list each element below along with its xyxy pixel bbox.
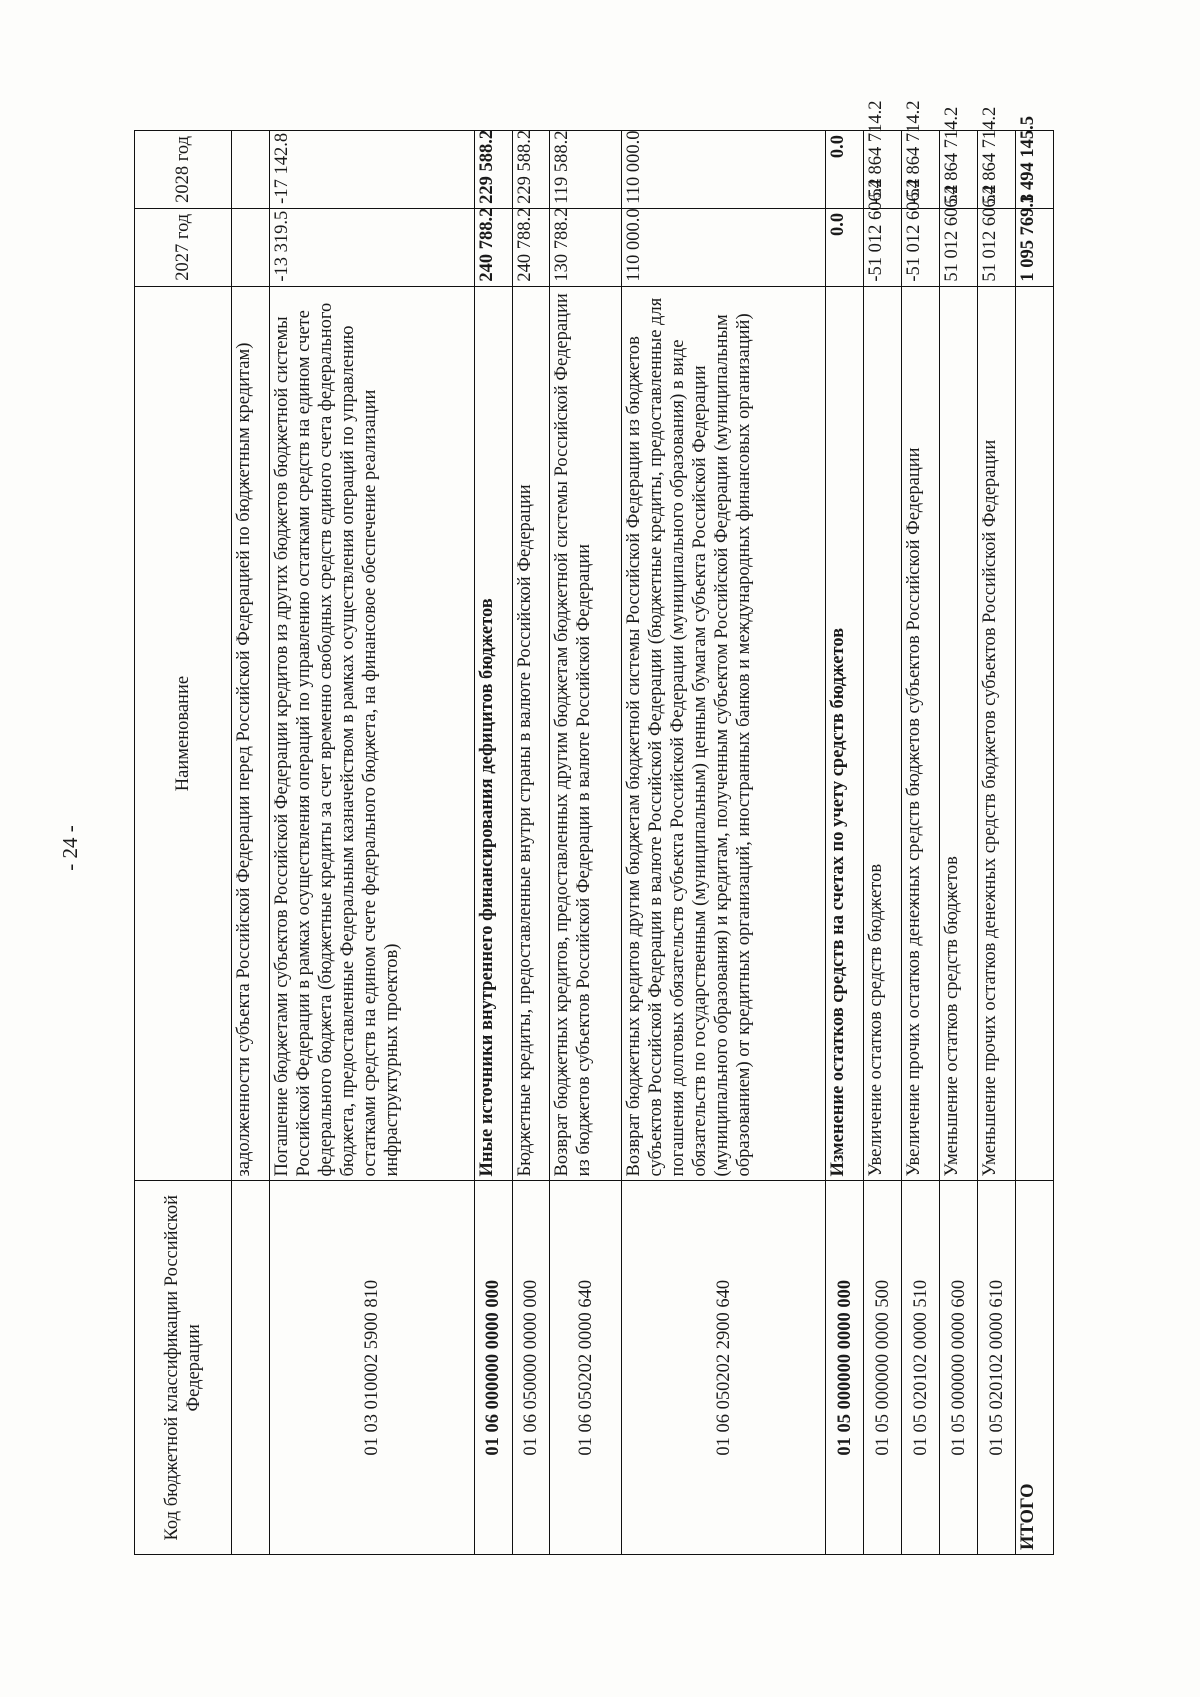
row-value-2028: -17 142.8	[269, 131, 474, 209]
row-name: Возврат бюджетных кредитов, предоставленных другим бюджетам бюджетной системы Российской Федерации из бюджетов субъектов Российской Федерации в валюте Российской Федерации	[550, 286, 621, 1181]
row-value-2027: 240 788.2	[512, 208, 550, 286]
table-row	[512, 131, 550, 1555]
total-row	[1015, 131, 1053, 1555]
row-code: 01 06 000000 0000 000	[474, 1181, 512, 1555]
table-row	[978, 131, 1016, 1555]
table-row	[902, 131, 940, 1555]
row-code: 01 03 010002 5900 810	[269, 1181, 474, 1555]
header-name: Наименование	[135, 286, 232, 1181]
row-value-2028	[232, 131, 270, 209]
row-name: Увеличение остатков средств бюджетов	[864, 286, 902, 1181]
row-value-2028: 119 588.2	[550, 131, 621, 209]
row-code: 01 05 000000 0000 000	[826, 1181, 864, 1555]
row-name: Уменьшение остатков средств бюджетов	[940, 286, 978, 1181]
row-value-2027: 110 000.0	[621, 208, 826, 286]
row-value-2028: 54 864 714.2	[940, 131, 978, 209]
budget-sources-table	[134, 100, 1054, 1555]
row-value-2027: 51 012 606.2	[940, 208, 978, 286]
row-value-2027: -13 319.5	[269, 208, 474, 286]
row-value-2028: 54 864 714.2	[978, 131, 1016, 209]
table-row	[864, 131, 902, 1555]
row-code: 01 05 000000 0000 600	[940, 1181, 978, 1555]
table-row	[621, 131, 826, 1555]
row-code: 01 06 050202 2900 640	[621, 1181, 826, 1555]
total-label: ИТОГО	[1015, 1181, 1053, 1555]
row-name: Изменение остатков средств на счетах по учету средств бюджетов	[826, 286, 864, 1181]
row-code: 01 06 050202 0000 640	[550, 1181, 621, 1555]
header-code: Код бюджетной классификации Российской Федерации	[135, 1181, 232, 1555]
row-name: Бюджетные кредиты, предоставленные внутри страны в валюте Российской Федерации	[512, 286, 550, 1181]
total-name-cell	[1015, 286, 1053, 1181]
row-value-2027: 0.0	[826, 208, 864, 286]
page-number: - 24 -	[58, 825, 82, 871]
row-name: Погашение бюджетами субъектов Российской Федерации кредитов из других бюджетов бюджетной системы Российской Федерации в рамках осуществления операций по управлению остатками средств на едином счете федерального бюджета (бюджетные кредиты за счет временно свободных средств единого счета федерального бюджета, предоставленные Федеральным казначейством в рамках осуществления операций по управлению остатками средств на едином счете федерального бюджета, на финансовое обеспечение реализации инфраструктурных проектов)	[269, 286, 474, 1181]
table-row	[232, 131, 270, 1555]
row-value-2028: 110 000.0	[621, 131, 826, 209]
row-value-2027: 51 012 606.2	[978, 208, 1016, 286]
row-value-2027: 240 788.2	[474, 208, 512, 286]
row-value-2027	[232, 208, 270, 286]
row-value-2028: -54 864 714.2	[864, 131, 902, 209]
row-name: Увеличение прочих остатков денежных средств бюджетов субъектов Российской Федерации	[902, 286, 940, 1181]
row-name: Уменьшение прочих остатков денежных средств бюджетов субъектов Российской Федерации	[978, 286, 1016, 1181]
total-2028: 1 494 145.5	[1015, 131, 1053, 209]
row-code	[232, 1181, 270, 1555]
row-value-2027: 130 788.2	[550, 208, 621, 286]
row-name: Возврат бюджетных кредитов другим бюджетам бюджетной системы Российской Федерации из бюджетов субъектов Российской Федерации в валюте Российской Федерации (бюджетные кредиты, предоставленные для погашения долговых обязательств субъекта Российской Федерации (муниципального образования) в виде обязательств по государственным (муниципальным) ценным бумагам субъекта Российской Федерации (муниципального образования) и кредитам, полученным субъектом Российской Федерации (муниципальным образованием) от кредитных организаций, иностранных банков и международных финансовых организаций)	[621, 286, 826, 1181]
table-row	[826, 131, 864, 1555]
row-value-2028: -54 864 714.2	[902, 131, 940, 209]
table-row	[550, 131, 621, 1555]
row-value-2028: 229 588.2	[474, 131, 512, 209]
row-code: 01 05 020102 0000 610	[978, 1181, 1016, 1555]
row-name: задолженности субъекта Российской Федерации перед Российской Федерацией по бюджетным кредитам)	[232, 286, 270, 1181]
header-2027: 2027 год	[135, 208, 232, 286]
table-row	[940, 131, 978, 1555]
row-code: 01 05 020102 0000 510	[902, 1181, 940, 1555]
row-value-2028: 229 588.2	[512, 131, 550, 209]
row-value-2028: 0.0	[826, 131, 864, 209]
table-row	[269, 131, 474, 1555]
table-header-row	[135, 131, 232, 1555]
table-body	[232, 100, 1054, 1555]
total-2027: 1 095 769.3	[1015, 208, 1053, 286]
row-value-2027: -51 012 606.2	[864, 208, 902, 286]
row-code: 01 05 000000 0000 500	[864, 1181, 902, 1555]
row-name: Иные источники внутреннего финансирования дефицитов бюджетов	[474, 286, 512, 1181]
row-code: 01 06 050000 0000 000	[512, 1181, 550, 1555]
row-value-2027: -51 012 606.2	[902, 208, 940, 286]
table-row	[474, 131, 512, 1555]
header-2028: 2028 год	[135, 131, 232, 209]
